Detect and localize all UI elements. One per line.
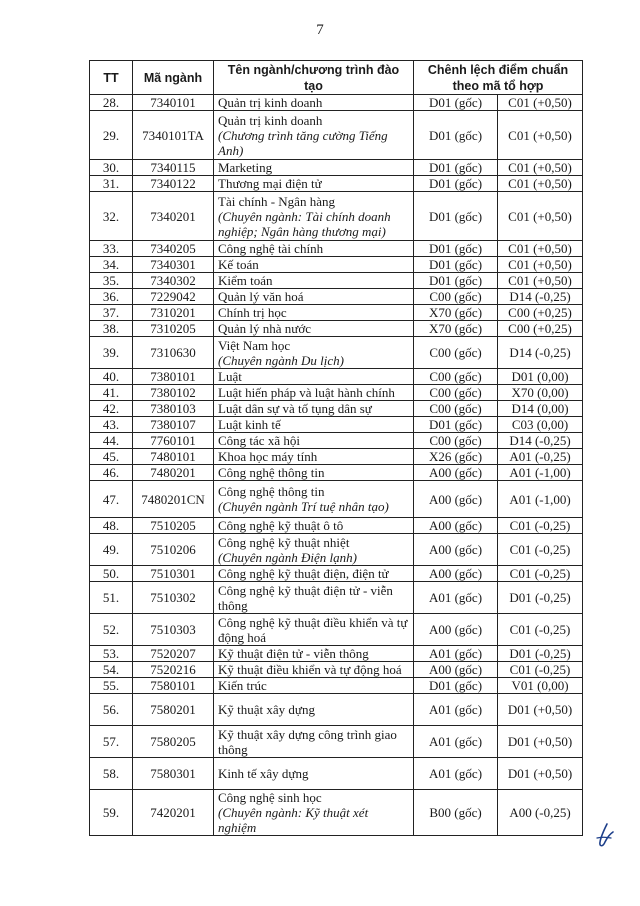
major-name: Kỹ thuật xây dựng <box>218 702 315 717</box>
major-name: Công nghệ kỹ thuật ô tô <box>218 518 344 533</box>
table-row <box>90 758 583 790</box>
alt-combination: C01 (+0,50) <box>498 160 583 176</box>
major-code: 7340301 <box>133 257 214 273</box>
alt-combination: A01 (-1,00) <box>498 465 583 481</box>
major-name: Công nghệ kỹ thuật điện, điện tử <box>218 566 389 581</box>
alt-combination: A01 (-1,00) <box>498 481 583 518</box>
major-code: 7380103 <box>133 401 214 417</box>
row-number: 28. <box>90 95 133 111</box>
major-name: Kỹ thuật điều khiển và tự động hoá <box>218 662 402 677</box>
major-name: Kỹ thuật xây dựng công trình giao thông <box>218 726 397 757</box>
row-number: 36. <box>90 289 133 305</box>
major-name: Quản trị kinh doanh <box>218 112 323 128</box>
table-row <box>90 465 583 481</box>
row-number: 53. <box>90 646 133 662</box>
major-code: 7580201 <box>133 694 214 726</box>
alt-combination: C01 (+0,50) <box>498 273 583 289</box>
major-subtitle: (Chuyên ngành: Tài chính doanh nghiệp; Ngân hàng thương mại) <box>218 208 391 239</box>
base-combination: C00 (gốc) <box>414 369 498 385</box>
row-number: 54. <box>90 662 133 678</box>
base-combination: C00 (gốc) <box>414 289 498 305</box>
base-combination: A01 (gốc) <box>414 694 498 726</box>
base-combination: A00 (gốc) <box>414 481 498 518</box>
major-code: 7480101 <box>133 449 214 465</box>
major-name: Công tác xã hội <box>218 433 300 448</box>
major-code: 7480201 <box>133 465 214 481</box>
major-subtitle: (Chuyên ngành Trí tuệ nhân tạo) <box>218 499 389 514</box>
major-name-cell <box>214 614 414 646</box>
major-name-cell <box>214 726 414 758</box>
major-name-cell <box>214 321 414 337</box>
base-combination: B00 (gốc) <box>414 790 498 836</box>
table-row <box>90 678 583 694</box>
base-combination: A01 (gốc) <box>414 582 498 614</box>
base-combination: D01 (gốc) <box>414 678 498 694</box>
alt-combination: C01 (+0,50) <box>498 176 583 192</box>
major-name-cell <box>214 678 414 694</box>
row-number: 42. <box>90 401 133 417</box>
major-code: 7229042 <box>133 289 214 305</box>
major-name-cell <box>214 401 414 417</box>
table-row <box>90 481 583 518</box>
alt-combination: C01 (+0,50) <box>498 111 583 160</box>
row-number: 35. <box>90 273 133 289</box>
major-name: Quản trị kinh doanh <box>218 95 323 110</box>
base-combination: D01 (gốc) <box>414 95 498 111</box>
table-row <box>90 385 583 401</box>
base-combination: A01 (gốc) <box>414 726 498 758</box>
base-combination: X70 (gốc) <box>414 305 498 321</box>
major-code: 7380107 <box>133 417 214 433</box>
base-combination: D01 (gốc) <box>414 192 498 241</box>
alt-combination: D01 (+0,50) <box>498 726 583 758</box>
page-number: 7 <box>316 22 324 38</box>
base-combination: X26 (gốc) <box>414 449 498 465</box>
table-row <box>90 176 583 192</box>
table-row <box>90 337 583 369</box>
alt-combination: C01 (+0,50) <box>498 241 583 257</box>
major-name: Công nghệ kỹ thuật nhiệt <box>218 534 350 550</box>
major-code: 7340201 <box>133 192 214 241</box>
major-subtitle: (Chương trình tăng cường Tiếng Anh) <box>218 127 388 158</box>
row-number: 41. <box>90 385 133 401</box>
table-row <box>90 433 583 449</box>
major-name: Quản lý văn hoá <box>218 289 304 304</box>
major-code: 7510303 <box>133 614 214 646</box>
table-row <box>90 305 583 321</box>
alt-combination: C00 (+0,25) <box>498 321 583 337</box>
base-combination: A00 (gốc) <box>414 465 498 481</box>
major-subtitle: (Chuyên ngành: Kỹ thuật xét nghiệm <box>218 805 369 835</box>
major-name-cell <box>214 176 414 192</box>
base-combination: D01 (gốc) <box>414 417 498 433</box>
alt-combination: D01 (+0,50) <box>498 758 583 790</box>
row-number: 49. <box>90 534 133 566</box>
major-name-cell <box>214 305 414 321</box>
base-combination: C00 (gốc) <box>414 337 498 369</box>
base-combination: D01 (gốc) <box>414 257 498 273</box>
major-code: 7340122 <box>133 176 214 192</box>
major-name-cell <box>214 192 414 241</box>
alt-combination: C03 (0,00) <box>498 417 583 433</box>
major-code: 7510302 <box>133 582 214 614</box>
row-number: 58. <box>90 758 133 790</box>
major-name: Thương mại điện tử <box>218 176 322 191</box>
row-number: 46. <box>90 465 133 481</box>
table-row <box>90 160 583 176</box>
table-row <box>90 95 583 111</box>
base-combination: A00 (gốc) <box>414 566 498 582</box>
major-name: Khoa học máy tính <box>218 449 318 464</box>
major-code: 7310201 <box>133 305 214 321</box>
major-code: 7310630 <box>133 337 214 369</box>
table-row <box>90 566 583 582</box>
base-combination: D01 (gốc) <box>414 241 498 257</box>
base-combination: A00 (gốc) <box>414 614 498 646</box>
major-name: Công nghệ thông tin <box>218 465 325 480</box>
row-number: 32. <box>90 192 133 241</box>
major-code: 7480201CN <box>133 481 214 518</box>
major-name-cell <box>214 95 414 111</box>
base-combination: A00 (gốc) <box>414 662 498 678</box>
major-name-cell <box>214 369 414 385</box>
base-combination: C00 (gốc) <box>414 433 498 449</box>
alt-combination: C00 (+0,25) <box>498 305 583 321</box>
base-combination: D01 (gốc) <box>414 160 498 176</box>
table-row <box>90 257 583 273</box>
alt-combination: D14 (-0,25) <box>498 337 583 369</box>
major-name: Công nghệ tài chính <box>218 241 324 256</box>
table-header-row <box>90 61 583 95</box>
major-code: 7510206 <box>133 534 214 566</box>
major-name-cell <box>214 758 414 790</box>
row-number: 44. <box>90 433 133 449</box>
major-name-cell <box>214 790 414 836</box>
table-row <box>90 111 583 160</box>
major-code: 7310205 <box>133 321 214 337</box>
base-combination: C00 (gốc) <box>414 401 498 417</box>
major-name: Việt Nam học <box>218 337 291 353</box>
major-code: 7580301 <box>133 758 214 790</box>
major-name: Công nghệ kỹ thuật điều khiển và tự động hoá <box>218 614 408 645</box>
major-name-cell <box>214 518 414 534</box>
major-name: Marketing <box>218 160 273 175</box>
base-combination: D01 (gốc) <box>414 273 498 289</box>
major-name-cell <box>214 257 414 273</box>
row-number: 37. <box>90 305 133 321</box>
major-name-cell <box>214 385 414 401</box>
row-number: 51. <box>90 582 133 614</box>
major-name: Chính trị học <box>218 305 287 320</box>
row-number: 52. <box>90 614 133 646</box>
alt-combination: D14 (0,00) <box>498 401 583 417</box>
base-combination: C00 (gốc) <box>414 385 498 401</box>
alt-combination: C01 (-0,25) <box>498 518 583 534</box>
major-name-cell <box>214 534 414 566</box>
major-name-cell <box>214 694 414 726</box>
major-name: Công nghệ thông tin <box>218 484 325 499</box>
major-name: Kiểm toán <box>218 273 273 288</box>
table-row <box>90 401 583 417</box>
alt-combination: C01 (-0,25) <box>498 614 583 646</box>
row-number: 31. <box>90 176 133 192</box>
major-name: Luật kinh tế <box>218 417 281 432</box>
row-number: 45. <box>90 449 133 465</box>
major-code: 7520216 <box>133 662 214 678</box>
major-name-cell <box>214 273 414 289</box>
major-name-cell <box>214 433 414 449</box>
major-code: 7380101 <box>133 369 214 385</box>
major-name-cell <box>214 337 414 369</box>
row-number: 40. <box>90 369 133 385</box>
row-number: 38. <box>90 321 133 337</box>
major-code: 7340115 <box>133 160 214 176</box>
major-name-cell <box>214 449 414 465</box>
admission-score-table <box>89 60 583 836</box>
alt-combination: V01 (0,00) <box>498 678 583 694</box>
alt-combination: A00 (-0,25) <box>498 790 583 836</box>
major-code: 7510301 <box>133 566 214 582</box>
major-name-cell <box>214 582 414 614</box>
major-code: 7340205 <box>133 241 214 257</box>
alt-combination: D14 (-0,25) <box>498 289 583 305</box>
major-subtitle: (Chuyên ngành Điện lạnh) <box>218 549 358 565</box>
header-code: Mã ngành <box>133 61 214 95</box>
row-number: 34. <box>90 257 133 273</box>
major-code: 7580205 <box>133 726 214 758</box>
row-number: 56. <box>90 694 133 726</box>
table-row <box>90 321 583 337</box>
base-combination: D01 (gốc) <box>414 111 498 160</box>
base-combination: A01 (gốc) <box>414 646 498 662</box>
major-code: 7380102 <box>133 385 214 401</box>
major-code: 7510205 <box>133 518 214 534</box>
major-name: Quản lý nhà nước <box>218 321 311 336</box>
major-name-cell <box>214 646 414 662</box>
major-name-cell <box>214 481 414 518</box>
alt-combination: D01 (0,00) <box>498 369 583 385</box>
base-combination: D01 (gốc) <box>414 176 498 192</box>
row-number: 47. <box>90 481 133 518</box>
row-number: 33. <box>90 241 133 257</box>
alt-combination: D01 (-0,25) <box>498 582 583 614</box>
alt-combination: A01 (-0,25) <box>498 449 583 465</box>
base-combination: X70 (gốc) <box>414 321 498 337</box>
alt-combination: D01 (-0,25) <box>498 646 583 662</box>
table-row <box>90 614 583 646</box>
table-body <box>90 95 583 836</box>
major-code: 7760101 <box>133 433 214 449</box>
base-combination: A01 (gốc) <box>414 758 498 790</box>
major-code: 7520207 <box>133 646 214 662</box>
table-row <box>90 662 583 678</box>
major-code: 7580101 <box>133 678 214 694</box>
major-code: 7340101TA <box>133 111 214 160</box>
table-row <box>90 790 583 836</box>
alt-combination: C01 (-0,25) <box>498 566 583 582</box>
table-row <box>90 241 583 257</box>
alt-combination: D14 (-0,25) <box>498 433 583 449</box>
table-row <box>90 417 583 433</box>
alt-combination: D01 (+0,50) <box>498 694 583 726</box>
row-number: 55. <box>90 678 133 694</box>
row-number: 30. <box>90 160 133 176</box>
major-code: 7420201 <box>133 790 214 836</box>
major-name-cell <box>214 662 414 678</box>
row-number: 48. <box>90 518 133 534</box>
table-row <box>90 694 583 726</box>
header-score-difference: Chênh lệch điểm chuẩn theo mã tổ hợp <box>414 61 583 95</box>
table-row <box>90 646 583 662</box>
major-name-cell <box>214 111 414 160</box>
major-name: Tài chính - Ngân hàng <box>218 193 335 209</box>
major-name: Công nghệ kỹ thuật điện tử - viễn thông <box>218 582 393 613</box>
table-row <box>90 518 583 534</box>
major-name-cell <box>214 465 414 481</box>
alt-combination: X70 (0,00) <box>498 385 583 401</box>
header-tt: TT <box>90 61 133 95</box>
row-number: 43. <box>90 417 133 433</box>
major-name-cell <box>214 566 414 582</box>
base-combination: A00 (gốc) <box>414 534 498 566</box>
major-name: Kỹ thuật điện tử - viễn thông <box>218 646 369 661</box>
major-name: Kiến trúc <box>218 678 267 693</box>
row-number: 59. <box>90 790 133 836</box>
row-number: 29. <box>90 111 133 160</box>
table-row <box>90 582 583 614</box>
table-row <box>90 192 583 241</box>
alt-combination: C01 (+0,50) <box>498 192 583 241</box>
alt-combination: C01 (+0,50) <box>498 95 583 111</box>
table-row <box>90 369 583 385</box>
table-row <box>90 449 583 465</box>
row-number: 50. <box>90 566 133 582</box>
major-code: 7340302 <box>133 273 214 289</box>
major-name-cell <box>214 417 414 433</box>
signature-initial <box>593 820 615 850</box>
alt-combination: C01 (-0,25) <box>498 662 583 678</box>
table-row <box>90 726 583 758</box>
major-name-cell <box>214 241 414 257</box>
major-name: Công nghệ sinh học <box>218 790 322 805</box>
row-number: 39. <box>90 337 133 369</box>
major-name: Luật <box>218 369 242 384</box>
table-row <box>90 534 583 566</box>
table-row <box>90 289 583 305</box>
row-number: 57. <box>90 726 133 758</box>
major-name-cell <box>214 160 414 176</box>
alt-combination: C01 (-0,25) <box>498 534 583 566</box>
major-name: Luật dân sự và tố tụng dân sự <box>218 401 372 416</box>
major-name: Kế toán <box>218 257 259 272</box>
major-name-cell <box>214 289 414 305</box>
base-combination: A00 (gốc) <box>414 518 498 534</box>
alt-combination: C01 (+0,50) <box>498 257 583 273</box>
major-subtitle: (Chuyên ngành Du lịch) <box>218 352 345 368</box>
table-row <box>90 273 583 289</box>
major-code: 7340101 <box>133 95 214 111</box>
major-name: Kinh tế xây dựng <box>218 766 309 781</box>
header-name: Tên ngành/chương trình đào tạo <box>214 61 414 95</box>
major-name: Luật hiến pháp và luật hành chính <box>218 385 395 400</box>
